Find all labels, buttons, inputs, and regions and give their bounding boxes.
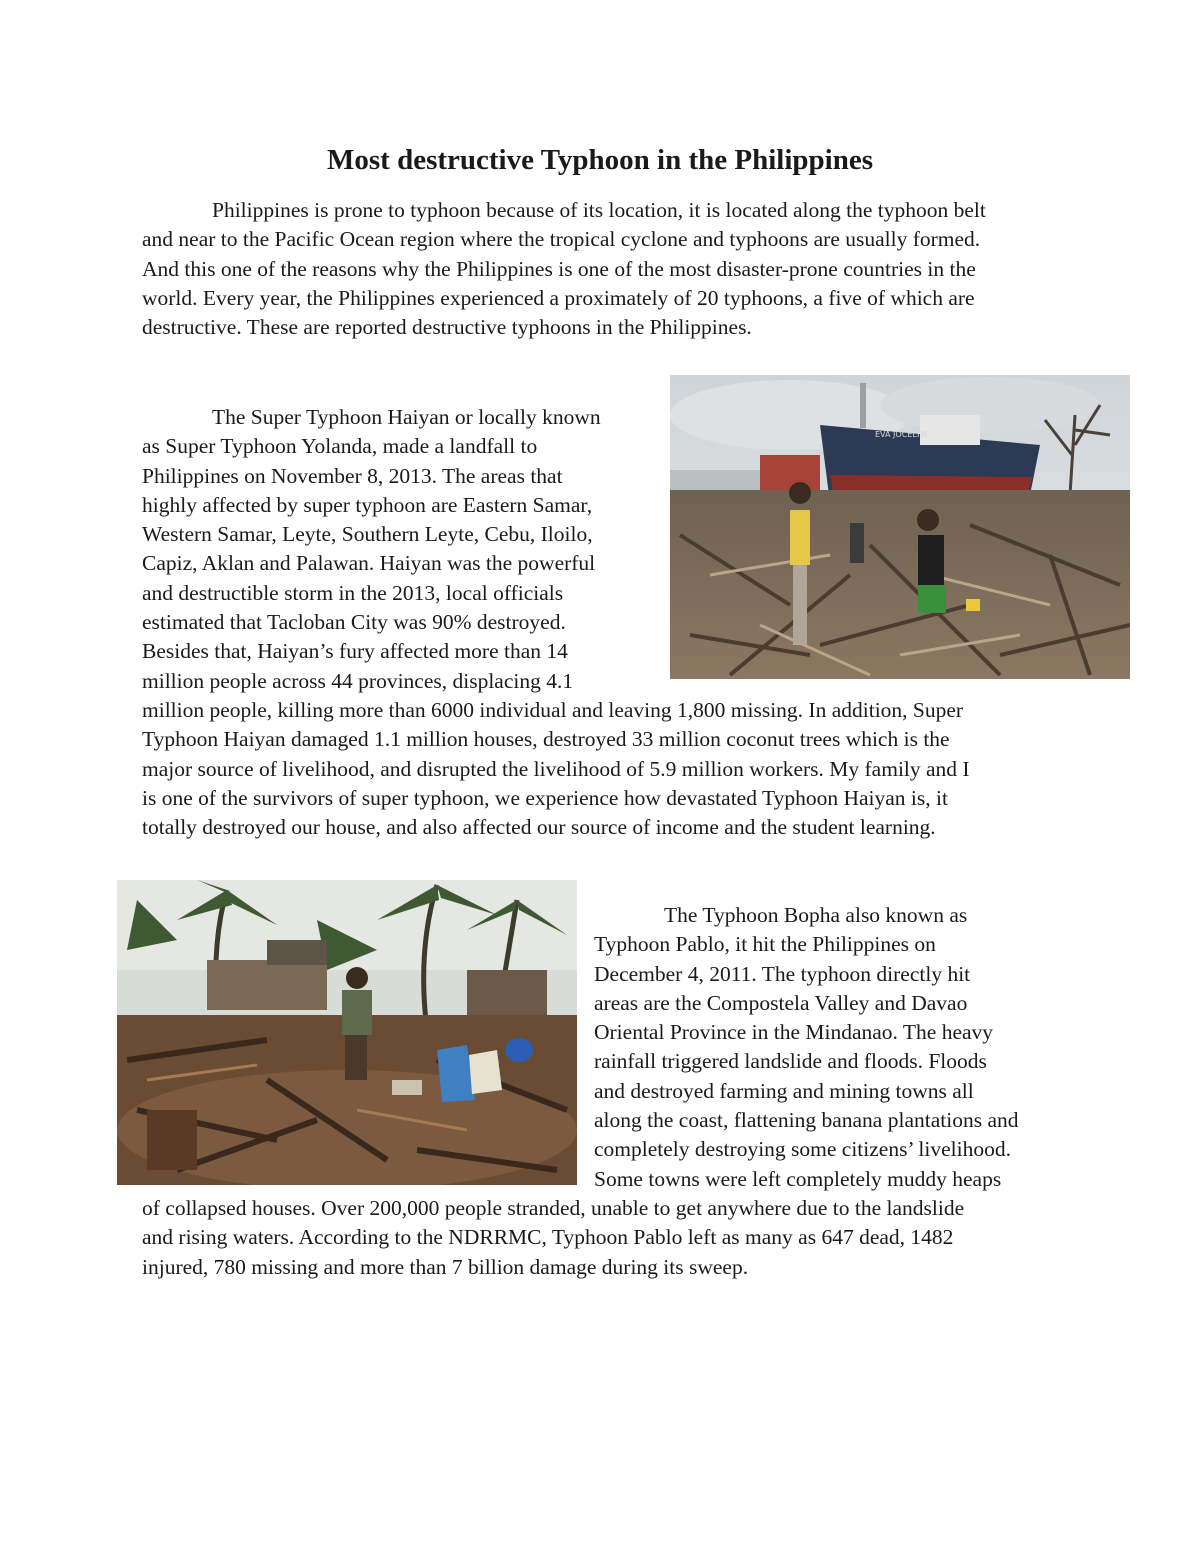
bopha-photo <box>117 880 577 1185</box>
haiyan-line: Western Samar, Leyte, Southern Leyte, Cebu, Iloilo, <box>142 522 593 547</box>
haiyan-photo-image <box>670 375 1130 679</box>
bopha-line: and destroyed farming and mining towns all <box>594 1078 974 1103</box>
bopha-line: The Typhoon Bopha also known as <box>664 903 968 927</box>
ship-label: EVA JOCELYN <box>875 430 927 439</box>
haiyan-photo <box>670 375 1130 679</box>
bopha-line: areas are the Compostela Valley and Davao <box>594 990 968 1015</box>
bopha-line: injured, 780 missing and more than 7 billion damage during its sweep. <box>142 1254 749 1279</box>
haiyan-line: million people, killing more than 6000 individual and leaving 1,800 missing. In addition, Super <box>142 698 964 722</box>
haiyan-line: as Super Typhoon Yolanda, made a landfall to <box>142 434 538 459</box>
haiyan-line: Philippines on November 8, 2013. The areas that <box>142 463 563 488</box>
intro-line: and near to the Pacific Ocean region where the tropical cyclone and typhoons are usually formed. <box>142 227 981 252</box>
bopha-paragraph <box>594 901 1074 1194</box>
bopha-line: Typhoon Pablo, it hit the Philippines on <box>594 932 936 957</box>
bopha-line: Oriental Province in the Mindanao. The heavy <box>594 1020 994 1045</box>
bopha-photo-image <box>117 880 577 1185</box>
haiyan-line: totally destroyed our house, and also affected our source of income and the student learning. <box>142 815 936 840</box>
haiyan-line: Typhoon Haiyan damaged 1.1 million houses, destroyed 33 million coconut trees which is the <box>142 727 950 752</box>
bopha-line: rainfall triggered landslide and floods. Floods <box>594 1049 987 1074</box>
haiyan-line: estimated that Tacloban City was 90% destroyed. <box>142 610 566 635</box>
intro-line: And this one of the reasons why the Philippines is one of the most disaster-prone countries in the <box>142 256 976 281</box>
bopha-line: Some towns were left completely muddy heaps <box>594 1166 1002 1191</box>
haiyan-line: highly affected by super typhoon are Eastern Samar, <box>142 492 593 517</box>
intro-line: Philippines is prone to typhoon because of its location, it is located along the typhoon belt <box>212 198 986 222</box>
intro-line: world. Every year, the Philippines experienced a proximately of 20 typhoons, a five of which are <box>142 285 975 310</box>
haiyan-line: is one of the survivors of super typhoon, we experience how devastated Typhoon Haiyan is, it <box>142 785 948 810</box>
bopha-line: along the coast, flattening banana plantations and <box>594 1108 1019 1133</box>
haiyan-line: Besides that, Haiyan’s fury affected more than 14 <box>142 639 568 664</box>
haiyan-paragraph-continued <box>142 696 1072 842</box>
bopha-line: of collapsed houses. Over 200,000 people stranded, unable to get anywhere due to the landslide <box>142 1196 965 1220</box>
haiyan-line: Capiz, Aklan and Palawan. Haiyan was the powerful <box>142 551 596 576</box>
intro-paragraph <box>142 196 1072 342</box>
haiyan-line: and destructible storm in the 2013, local officials <box>142 580 564 605</box>
bopha-line: completely destroying some citizens’ livelihood. <box>594 1137 1011 1162</box>
bopha-line: and rising waters. According to the NDRRMC, Typhoon Pablo left as many as 647 dead, 1482 <box>142 1225 954 1250</box>
haiyan-line: The Super Typhoon Haiyan or locally known <box>212 405 601 429</box>
haiyan-paragraph <box>142 403 652 696</box>
page-title: Most destructive Typhoon in the Philippines <box>327 144 873 176</box>
haiyan-line: major source of livelihood, and disrupted the livelihood of 5.9 million workers. My family and I <box>142 756 970 781</box>
bopha-line: December 4, 2011. The typhoon directly hit <box>594 961 971 986</box>
bopha-paragraph-continued <box>142 1194 1072 1282</box>
intro-line: destructive. These are reported destructive typhoons in the Philippines. <box>142 315 752 340</box>
haiyan-line: million people across 44 provinces, displacing 4.1 <box>142 668 574 693</box>
